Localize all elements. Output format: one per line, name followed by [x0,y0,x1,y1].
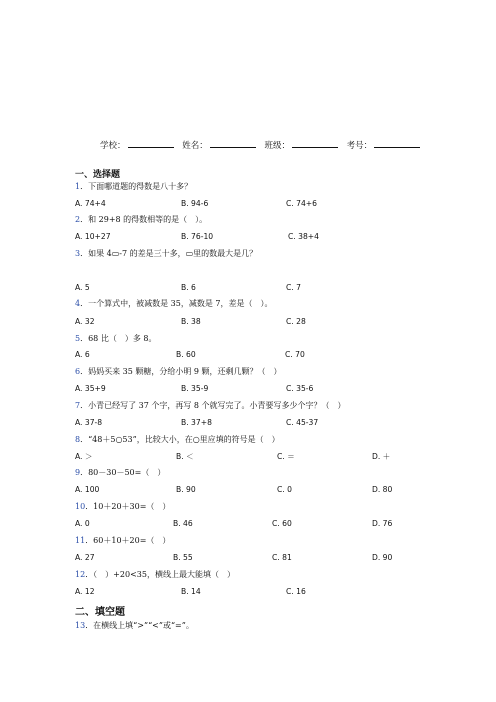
school-label: 学校： [100,141,126,151]
school-blank [128,140,174,148]
question-4: 4．一个算式中，被减数是 35，减数是 7，差是（ ）。 [75,299,273,308]
question-3: 3．如果 4▭-7 的差是三十多，▭里的数最大是几？ [75,249,258,258]
question-13: 13．在横线上填“>”“<”或“=”。 [75,621,194,630]
q8-option-c[interactable]: C. ＝ [277,452,295,461]
q5-option-c[interactable]: C. 70 [285,350,305,359]
q8-option-d[interactable]: D. ＋ [372,452,391,461]
question-6: 6．妈妈买来 35 颗糖，分给小明 9 颗，还剩几颗？（ ） [75,367,282,376]
question-8: 8．“48＋5○53”，比较大小，在○里应填的符号是（ ） [75,435,280,444]
class-blank [292,140,338,148]
q3-option-b[interactable]: B. 6 [181,283,196,292]
q6-option-a[interactable]: A. 35+9 [75,384,106,393]
q7-option-c[interactable]: C. 45-37 [286,418,319,427]
q4-option-c[interactable]: C. 28 [286,317,306,326]
q1-option-c[interactable]: C. 74+6 [286,199,317,208]
q5-option-a[interactable]: A. 6 [75,350,90,359]
q9-option-a[interactable]: A. 100 [75,485,100,494]
exam-no-blank [374,140,420,148]
q10-option-c[interactable]: C. 60 [272,519,292,528]
q2-option-b[interactable]: B. 76-10 [181,232,214,241]
q7-option-a[interactable]: A. 37-8 [75,418,103,427]
q9-option-d[interactable]: D. 80 [372,485,393,494]
exam-no-label: 考号： [346,141,373,151]
name-blank [210,140,256,148]
q1-option-b[interactable]: B. 94-6 [181,199,209,208]
q12-option-b[interactable]: B. 14 [181,587,201,596]
class-label: 班级： [264,141,290,151]
q11-option-d[interactable]: D. 90 [372,553,393,562]
question-10: 10．10＋20＋30=（ ） [75,502,171,511]
q11-option-b[interactable]: B. 55 [173,553,193,562]
q8-option-a[interactable]: A. ＞ [75,452,93,461]
q4-option-a[interactable]: A. 32 [75,317,95,326]
question-5: 5．68 比（ ）多 8。 [75,334,157,343]
q8-option-b[interactable]: B. ＜ [176,452,194,461]
name-label: 姓名： [182,141,208,151]
question-7: 7．小青已经写了 37 个字，再写 8 个就写完了。小青要写多少个字？（ ） [75,401,346,410]
q9-option-b[interactable]: B. 90 [176,485,196,494]
q12-option-c[interactable]: C. 16 [286,587,306,596]
q2-option-a[interactable]: A. 10+27 [75,232,111,241]
question-11: 11．60＋10＋20=（ ） [75,536,171,545]
q10-option-d[interactable]: D. 76 [372,519,393,528]
q11-option-a[interactable]: A. 27 [75,553,95,562]
q2-option-c[interactable]: C. 38+4 [288,232,319,241]
q1-option-a[interactable]: A. 74+4 [75,199,106,208]
q7-option-b[interactable]: B. 37+8 [181,418,212,427]
section-1-title: 一、选择题 [75,170,121,180]
q11-option-c[interactable]: C. 81 [272,553,292,562]
q4-option-b[interactable]: B. 38 [181,317,201,326]
question-1: 1．下面哪道题的得数是八十多？ [75,182,193,191]
question-2: 2．和 29+8 的得数相等的是（ ）。 [75,215,208,224]
q9-option-c[interactable]: C. 0 [277,485,292,494]
question-9: 9．80－30－50=（ ） [75,468,166,477]
section-2-title: 二、填空题 [75,607,125,618]
student-info-header [100,139,420,151]
q12-option-a[interactable]: A. 12 [75,587,95,596]
q6-option-c[interactable]: C. 35-6 [286,384,314,393]
q5-option-b[interactable]: B. 60 [176,350,196,359]
q3-option-a[interactable]: A. 5 [75,283,90,292]
q10-option-b[interactable]: B. 46 [173,519,193,528]
q6-option-b[interactable]: B. 35-9 [181,384,209,393]
q10-option-a[interactable]: A. 0 [75,519,90,528]
q3-option-c[interactable]: C. 7 [286,283,301,292]
question-12: 12．（ ）+20<35，横线上最大能填（ ） [75,570,235,579]
